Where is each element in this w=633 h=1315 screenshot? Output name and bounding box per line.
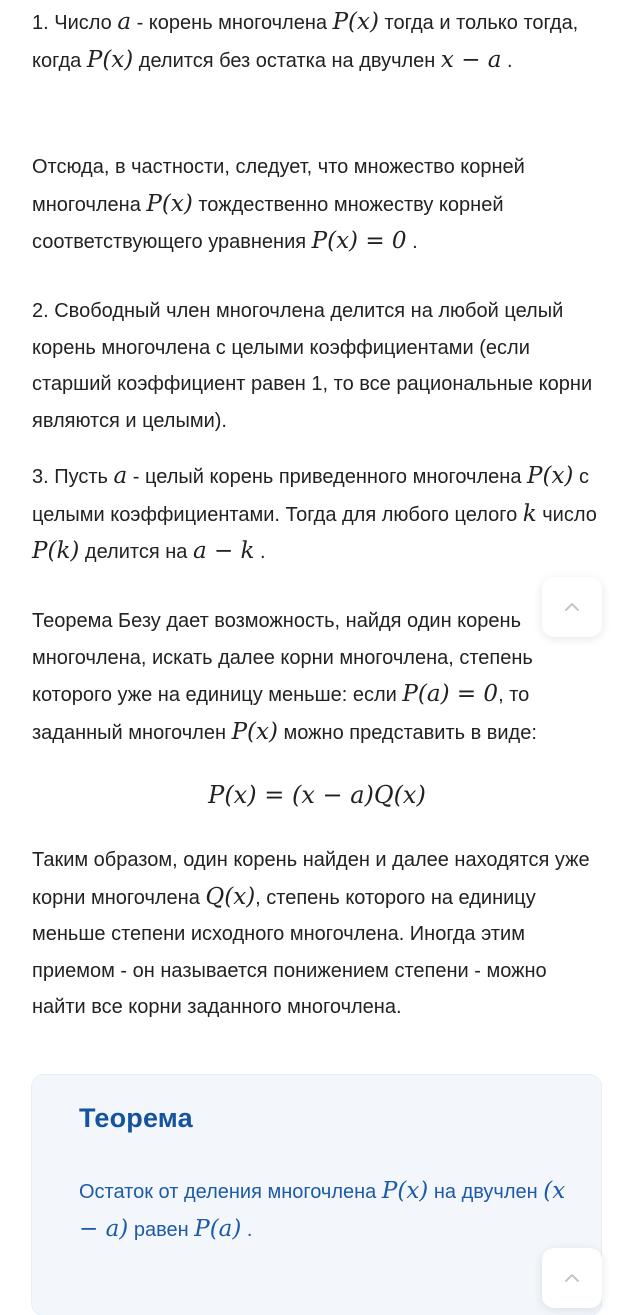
text-run: . [241, 1218, 253, 1241]
math-x-minus-a: (x − a) [79, 1178, 566, 1242]
text-run: . [501, 49, 513, 72]
chevron-up-icon [564, 602, 580, 612]
math-a-minus-k: a − k [192, 538, 255, 564]
text-run: Отсюда, в частности, следует, что множество корней многочлена [32, 156, 525, 216]
text-run: тогда и только тогда, когда [32, 12, 579, 72]
text-run: , то заданный многочлен [32, 684, 530, 744]
display-formula: P(x) = (x − a)Q(x) [208, 781, 426, 809]
theorem-statement [79, 1173, 569, 1248]
math-a: a [113, 463, 128, 489]
text-run: . [254, 541, 266, 563]
math-qx: Q(x) [205, 883, 256, 910]
text-run: тождественно множеству корней соответствующего уравнения [32, 193, 504, 253]
scroll-up-button[interactable] [542, 577, 602, 637]
math-px: P(x) [332, 9, 379, 35]
text-run: можно представить в виде: [277, 721, 537, 744]
scroll-up-button-bottom[interactable] [542, 1248, 602, 1308]
consequence-paragraph [32, 149, 602, 261]
text-run: , степень которого на единицу меньше степени исходного многочлена. Иногда этим приемом - он называется понижением степени - можно найти все корни заданного многочлена. [32, 886, 547, 1018]
math-px: P(x) [231, 718, 278, 745]
property-3-paragraph [32, 458, 602, 571]
text-run: . [406, 231, 418, 253]
math-x-minus-a: x − a [440, 46, 502, 73]
math-px: P(x) [86, 46, 134, 73]
text-run: с целыми коэффициентами. Тогда для любого целого [32, 466, 589, 526]
math-px: P(x) [527, 463, 574, 489]
math-a: a [117, 9, 132, 35]
math-pk: P(k) [32, 538, 80, 564]
text-run: - целый корень приведенного многочлена [127, 466, 527, 488]
text-run: делится на [79, 541, 193, 563]
text-run: Таким образом, один корень найден и далее находятся уже корни многочлена [32, 849, 590, 909]
degree-reduction-paragraph [32, 842, 602, 1026]
text-run: число [536, 503, 597, 526]
text-run: Теорема Безу дает возможность, найдя один корень многочлена, искать далее корни многочлена, степень которого уже на единицу меньше: если [32, 610, 533, 706]
text-run: 2. Свободный член многочлена делится на любой целый корень многочлена с целыми коэффициентами (если старший коэффициент равен 1, то все рациональные корни являются и целыми). [32, 300, 593, 432]
math-pa: P(a) [194, 1215, 242, 1242]
text-run: на двучлен [428, 1181, 544, 1203]
text-run: 3. Пусть [32, 466, 114, 488]
text-run: делится без остатка на двучлен [133, 49, 441, 72]
text-run: - корень многочлена [131, 12, 333, 34]
math-px: P(x) [146, 190, 193, 217]
text-run: 1. Число [32, 12, 118, 34]
property-1-paragraph [32, 4, 602, 79]
text-run: Остаток от деления многочлена [79, 1181, 382, 1203]
chevron-up-icon [564, 1273, 580, 1283]
math-k: k [522, 500, 537, 527]
theorem-callout [32, 1075, 601, 1315]
math-px: P(x) [381, 1178, 429, 1204]
math-pa-equals-zero: P(a) = 0 [402, 681, 499, 707]
math-equation: P(x) = 0 [311, 228, 407, 254]
text-run: равен [128, 1218, 195, 1241]
theorem-title: Теорема [79, 1103, 193, 1133]
property-2-paragraph [32, 293, 602, 439]
bezout-paragraph [32, 603, 602, 751]
